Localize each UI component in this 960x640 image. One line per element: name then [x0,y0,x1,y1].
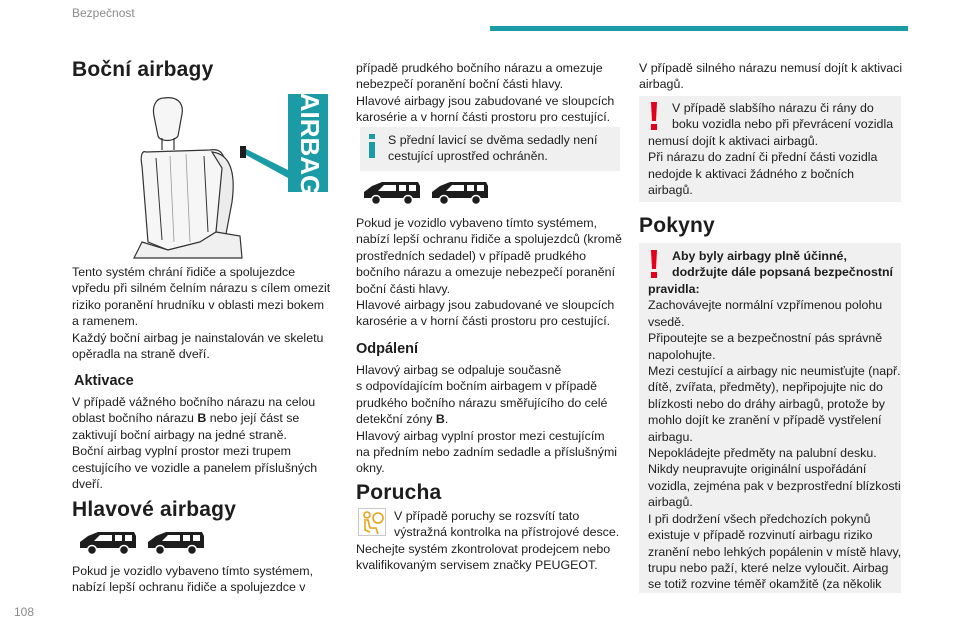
zone-b-label: B [435,412,445,427]
text-line: karosérie a v horní části prostoru pro cestující. [356,110,611,125]
head-airbags-continued [356,60,620,126]
text-line: V případě vážného bočního nárazu na celou [72,395,316,409]
text-line: kvalifikovaným servisem značky PEUGEOT. [356,558,598,573]
info-note-text [388,132,616,165]
text-line: Připoutejte se a bezpečnostní pás správně [648,331,883,346]
text-line: pravidla: [648,282,700,296]
warning-exclamation-icon [648,249,660,279]
text-line: karosérie a v horní části prostoru pro cestující. [356,314,611,329]
section-label: Bezpečnost [72,6,135,20]
text-line: s odpovídajícím bočním airbagem v případě [356,379,598,394]
text-line: blízkosti nebo do dráhy airbagů, protože by [648,396,885,411]
fault-title: Porucha [356,481,442,504]
fault-text-indented [394,508,622,541]
text-line: prostředních sedadel) v případě prudkého [356,248,587,263]
side-airbags-intro [72,264,332,362]
text-line: Nikdy neupravujte originální uspořádání [648,462,867,477]
van-icon [146,530,206,556]
van-icon [78,530,138,556]
text-line: Boční airbag vyplní prostor mezi trupem [72,444,291,459]
text-line: zaktivují boční airbagy na jedné straně. [72,427,287,442]
text-line: se totiž rozvine téměř okamžitě (za několik [648,577,882,592]
text-line: vozidla, zejména pak v bezprostřední blízkosti [648,478,901,493]
text-line: airbagů. [648,495,693,510]
head-airbags-text [72,563,332,596]
text-line: nebezpečí poranění boční části hlavy. [356,77,564,92]
seat-airbag-illustration [112,92,332,260]
text-line: Hlavové airbagy jsou zabudované ve sloupcích [356,298,615,313]
text-line: Každý boční airbag je nainstalován ve skeletu [72,330,324,345]
text-line: Pokud je vozidlo vybaveno tímto systémem, [72,564,314,578]
side-airbags-title: Boční airbagy [72,58,214,81]
text-line: prudkého bočního nárazu směřujícího do celé [356,395,608,410]
text-line: riziko poranění hrudníku v oblasti mezi bokem [72,297,325,312]
text-line: airbagů. [639,77,684,92]
text-line: V případě slabšího nárazu či rány do [672,101,874,115]
text-line: Zachovávejte normální vzpřímenou polohu [648,298,883,313]
text-line: I při dodržení všech předchozích pokynů [648,511,871,526]
zone-b-label: B [197,411,207,426]
text-line: S přední lavicí se dvěma sedadly není [388,133,598,147]
text-line: Pokud je vozidlo vybaveno tímto systémem, [356,216,598,230]
text-line: Hlavové airbagy jsou zabudované ve sloupcích [356,93,615,108]
airbag-label: AIRBAG [295,92,326,196]
text-line: boční části hlavy. [356,281,451,296]
text-line: Nechejte systém zkontrolovat prodejcem nebo [356,542,611,556]
text-line: vsedě. [648,314,685,329]
text-line: na předním nebo zadním sedadle a příslušnými [356,445,618,460]
header-accent-rule [490,26,908,31]
text-line: Tento systém chrání řidiče a spolujezdce [72,265,296,279]
text-line: Při nárazu do zadní či přední části vozidla [648,150,878,165]
info-icon [366,133,378,159]
text-line: okny. [356,461,385,476]
text-line: V případě poruchy se rozsvítí tato [394,509,580,523]
text-line: Hlavový airbag se odpaluje současně [356,363,562,377]
text-line: airbagů. [648,183,693,198]
text-line: airbagu. [648,429,693,444]
text-line: případě prudkého bočního nárazu a omezuje [356,61,603,75]
text-line: Aby byly airbagy plně účinné, [672,249,847,263]
text-line: dveří. [72,477,103,492]
strong-impact-note [639,60,907,93]
text-line: nemusí dojít k aktivaci airbagů. [648,134,819,148]
text-line: V případě silného nárazu nemusí dojít k aktivaci [639,61,903,75]
text-line: mohlo dojít ke zranění v případě vystřelení [648,413,882,428]
head-airbags-title: Hlavové airbagy [72,498,237,521]
instructions-title: Pokyny [639,214,715,237]
deployment-heading: Odpálení [356,341,419,357]
warning-weak-impact-indent [672,100,898,133]
text-line: Mezi cestující a airbagy nic neumisťujte (např. [648,364,901,379]
fault-text [356,541,624,574]
text-line: Hlavový airbag vyplní prostor mezi cestujícím [356,428,605,443]
text-line: oblast bočního nárazu B nebo její část se [72,411,300,426]
text-line: cestujícího ve vozidle a panelem příslušných [72,460,318,475]
text-line: cestující uprostřed ochráněn. [388,149,548,164]
text-line: existuje v případě rozvinutí airbagu riziko [648,528,873,543]
text-line: Nepokládejte předměty na palubní desku. [648,446,877,461]
text-line: zranění nebo lehkých popálenin v místě hlavy, [648,544,902,559]
text-line: dodržujte dále popsaná bezpečnostní [672,265,893,280]
van-icon [362,180,422,206]
airbag-warning-lamp-icon [358,508,386,536]
instructions-lead-indent [672,248,898,281]
deployment-text [356,362,620,477]
warning-weak-impact-text [648,133,898,199]
text-line: nabízí lepší ochranu řidiče a spolujezdců (kromě [356,232,622,247]
activation-text [72,394,332,492]
warning-exclamation-icon [648,101,660,131]
head-airbags-bench-text [356,215,620,330]
text-line: výstražná kontrolka na přístrojové desce. [394,525,620,540]
text-line: opěradla na straně dveří. [72,347,210,362]
text-line: detekční zóny B. [356,412,449,427]
text-line: nabízí lepší ochranu řidiče a spolujezdce v [72,580,306,595]
text-line: trupu nebo paží, které nelze vyloučit. Airbag [648,560,889,575]
page-number: 108 [14,605,35,619]
text-line: napolohujte. [648,347,716,362]
text-line: dítě, zvířata, předměty), nepřipojujte nic do [648,380,883,395]
text-line: a ramenem. [72,314,139,329]
activation-heading: Aktivace [74,373,134,389]
text-line: boku vozidla nebo při převrácení vozidla [672,117,894,132]
text-line: nedojde k aktivaci žádného z bočních [648,166,854,181]
text-line: bočního nárazu a omezuje nebezpečí poranění [356,265,616,280]
van-icon [430,180,490,206]
text-line: vpředu při silném čelním nárazu s cílem omezit [72,281,331,296]
instructions-text [648,281,900,593]
